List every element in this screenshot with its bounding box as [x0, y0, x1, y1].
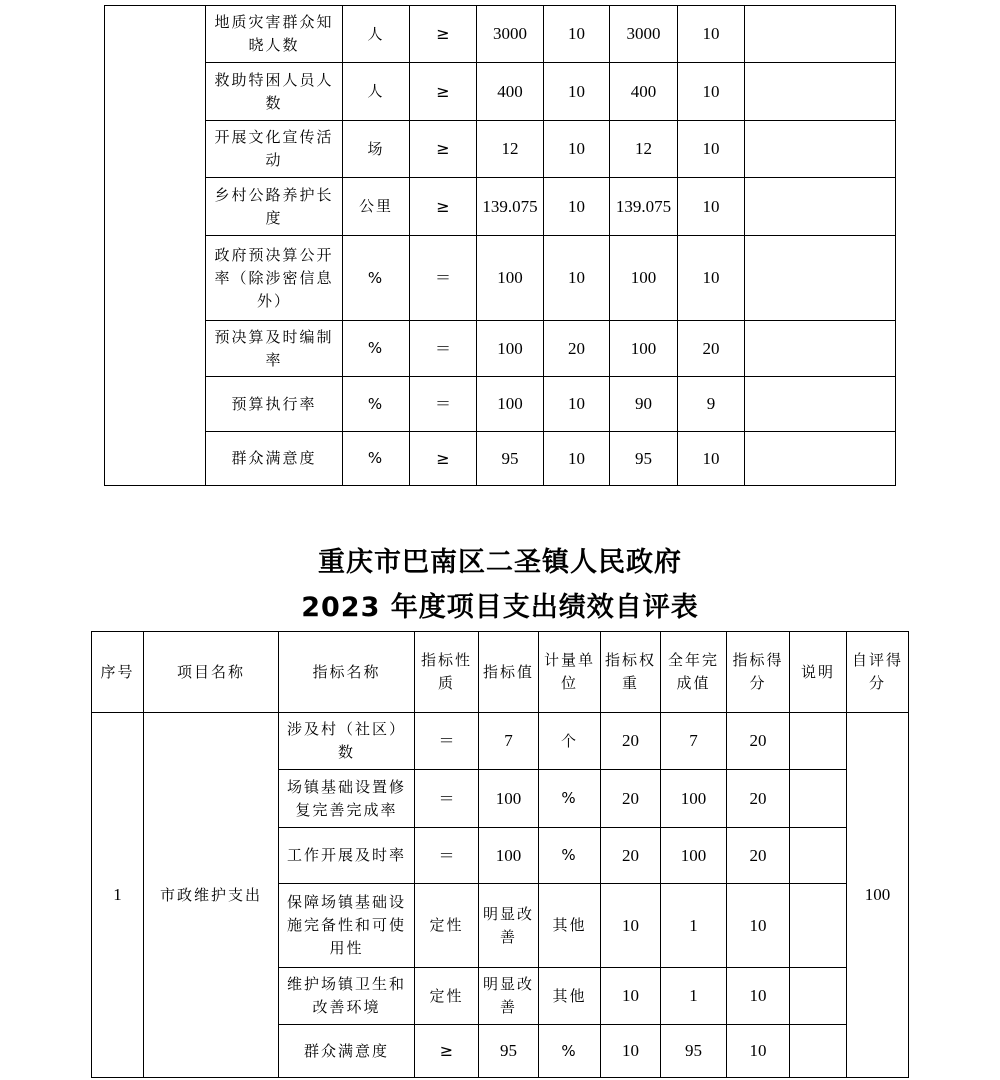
- unit-cell: 场: [343, 121, 410, 178]
- target-cell: 400: [477, 63, 544, 121]
- operator-cell: ＝: [410, 321, 477, 377]
- header-indicator: 指标名称: [279, 632, 415, 713]
- score-cell: 10: [678, 236, 745, 321]
- operator-cell: ≥: [410, 6, 477, 63]
- nature-cell: ＝: [415, 713, 479, 770]
- note-cell: [745, 432, 896, 486]
- note-cell: [745, 236, 896, 321]
- self-evaluation-table: [91, 631, 909, 1078]
- value-cell: 100: [479, 770, 539, 828]
- table-row: [105, 178, 896, 236]
- unit-cell: 其他: [539, 968, 601, 1025]
- actual-cell: 100: [610, 236, 678, 321]
- note-cell: [745, 63, 896, 121]
- weight-cell: 10: [544, 236, 610, 321]
- page-title: 重庆市巴南区二圣镇人民政府: [318, 547, 682, 578]
- weight-cell: 10: [601, 968, 661, 1025]
- weight-cell: 10: [544, 121, 610, 178]
- target-cell: 3000: [477, 6, 544, 63]
- weight-cell: 10: [544, 432, 610, 486]
- indicator-name: 预算执行率: [206, 377, 343, 432]
- note-cell: [790, 713, 847, 770]
- project-name-cell: 市政维护支出: [144, 713, 279, 1078]
- actual-cell: 1: [661, 884, 727, 968]
- nature-cell: 定性: [415, 968, 479, 1025]
- table-row: [105, 377, 896, 432]
- table-row: [105, 121, 896, 178]
- value-cell: 7: [479, 713, 539, 770]
- actual-cell: 100: [661, 770, 727, 828]
- operator-cell: ＝: [410, 236, 477, 321]
- header-project: 项目名称: [144, 632, 279, 713]
- note-cell: [790, 1025, 847, 1078]
- score-cell: 10: [678, 6, 745, 63]
- indicator-name: 预决算及时编制率: [206, 321, 343, 377]
- weight-cell: 10: [601, 1025, 661, 1078]
- self-score-cell: 100: [847, 713, 909, 1078]
- score-cell: 20: [727, 713, 790, 770]
- weight-cell: 20: [601, 770, 661, 828]
- table-row: [105, 236, 896, 321]
- value-cell: 95: [479, 1025, 539, 1078]
- nature-cell: ＝: [415, 770, 479, 828]
- unit-cell: 人: [343, 63, 410, 121]
- weight-cell: 10: [544, 6, 610, 63]
- score-cell: 10: [727, 1025, 790, 1078]
- actual-cell: 3000: [610, 6, 678, 63]
- weight-cell: 20: [601, 713, 661, 770]
- header-weight: 指标权重: [601, 632, 661, 713]
- actual-cell: 400: [610, 63, 678, 121]
- target-cell: 100: [477, 377, 544, 432]
- actual-cell: 90: [610, 377, 678, 432]
- table-row: [105, 6, 896, 63]
- page-subtitle: 2023 年度项目支出绩效自评表: [301, 592, 699, 623]
- target-cell: 139.075: [477, 178, 544, 236]
- indicator-name: 群众满意度: [206, 432, 343, 486]
- note-cell: [745, 121, 896, 178]
- value-cell: 100: [479, 828, 539, 884]
- weight-cell: 10: [544, 377, 610, 432]
- note-cell: [745, 321, 896, 377]
- weight-cell: 10: [544, 178, 610, 236]
- score-cell: 10: [727, 884, 790, 968]
- header-note: 说明: [790, 632, 847, 713]
- weight-cell: 20: [544, 321, 610, 377]
- weight-cell: 10: [544, 63, 610, 121]
- score-cell: 9: [678, 377, 745, 432]
- header-actual: 全年完成值: [661, 632, 727, 713]
- unit-cell: 公里: [343, 178, 410, 236]
- actual-cell: 1: [661, 968, 727, 1025]
- score-cell: 20: [727, 770, 790, 828]
- header-value: 指标值: [479, 632, 539, 713]
- score-cell: 10: [678, 121, 745, 178]
- indicator-table-continued: [104, 5, 896, 486]
- value-cell: 明显改善: [479, 968, 539, 1025]
- unit-cell: %: [539, 828, 601, 884]
- target-cell: 12: [477, 121, 544, 178]
- indicator-name: 保障场镇基础设施完备性和可使用性: [279, 884, 415, 968]
- unit-cell: 个: [539, 713, 601, 770]
- indicator-name: 地质灾害群众知晓人数: [206, 6, 343, 63]
- indicator-name: 工作开展及时率: [279, 828, 415, 884]
- score-cell: 10: [678, 63, 745, 121]
- score-cell: 10: [678, 432, 745, 486]
- header-score: 指标得分: [727, 632, 790, 713]
- weight-cell: 10: [601, 884, 661, 968]
- table-row: [105, 321, 896, 377]
- indicator-name: 群众满意度: [279, 1025, 415, 1078]
- header-seq: 序号: [92, 632, 144, 713]
- actual-cell: 95: [610, 432, 678, 486]
- score-cell: 10: [727, 968, 790, 1025]
- indicator-name: 维护场镇卫生和改善环境: [279, 968, 415, 1025]
- table-row: [105, 63, 896, 121]
- actual-cell: 12: [610, 121, 678, 178]
- unit-cell: %: [539, 770, 601, 828]
- indicator-name: 开展文化宣传活动: [206, 121, 343, 178]
- weight-cell: 20: [601, 828, 661, 884]
- unit-cell: %: [539, 1025, 601, 1078]
- nature-cell: 定性: [415, 884, 479, 968]
- actual-cell: 100: [610, 321, 678, 377]
- operator-cell: ≥: [410, 432, 477, 486]
- unit-cell: %: [343, 432, 410, 486]
- target-cell: 95: [477, 432, 544, 486]
- note-cell: [790, 968, 847, 1025]
- note-cell: [790, 770, 847, 828]
- target-cell: 100: [477, 321, 544, 377]
- target-cell: 100: [477, 236, 544, 321]
- merged-category-cell: [105, 6, 206, 486]
- indicator-name: 涉及村（社区）数: [279, 713, 415, 770]
- note-cell: [745, 178, 896, 236]
- score-cell: 20: [727, 828, 790, 884]
- indicator-name: 政府预决算公开率（除涉密信息外）: [206, 236, 343, 321]
- header-unit: 计量单位: [539, 632, 601, 713]
- score-cell: 20: [678, 321, 745, 377]
- operator-cell: ≥: [410, 63, 477, 121]
- actual-cell: 7: [661, 713, 727, 770]
- header-row: [92, 632, 909, 713]
- note-cell: [790, 828, 847, 884]
- header-self-score: 自评得分: [847, 632, 909, 713]
- unit-cell: 人: [343, 6, 410, 63]
- operator-cell: ≥: [410, 121, 477, 178]
- actual-cell: 100: [661, 828, 727, 884]
- operator-cell: ≥: [410, 178, 477, 236]
- actual-cell: 139.075: [610, 178, 678, 236]
- operator-cell: ＝: [410, 377, 477, 432]
- unit-cell: %: [343, 236, 410, 321]
- nature-cell: ≥: [415, 1025, 479, 1078]
- note-cell: [745, 6, 896, 63]
- unit-cell: %: [343, 321, 410, 377]
- actual-cell: 95: [661, 1025, 727, 1078]
- nature-cell: ＝: [415, 828, 479, 884]
- note-cell: [745, 377, 896, 432]
- seq-cell: 1: [92, 713, 144, 1078]
- table-row: [105, 432, 896, 486]
- indicator-name: 救助特困人员人数: [206, 63, 343, 121]
- value-cell: 明显改善: [479, 884, 539, 968]
- note-cell: [790, 884, 847, 968]
- unit-cell: %: [343, 377, 410, 432]
- indicator-name: 乡村公路养护长度: [206, 178, 343, 236]
- indicator-name: 场镇基础设置修复完善完成率: [279, 770, 415, 828]
- header-nature: 指标性质: [415, 632, 479, 713]
- unit-cell: 其他: [539, 884, 601, 968]
- table-row: [92, 713, 909, 770]
- score-cell: 10: [678, 178, 745, 236]
